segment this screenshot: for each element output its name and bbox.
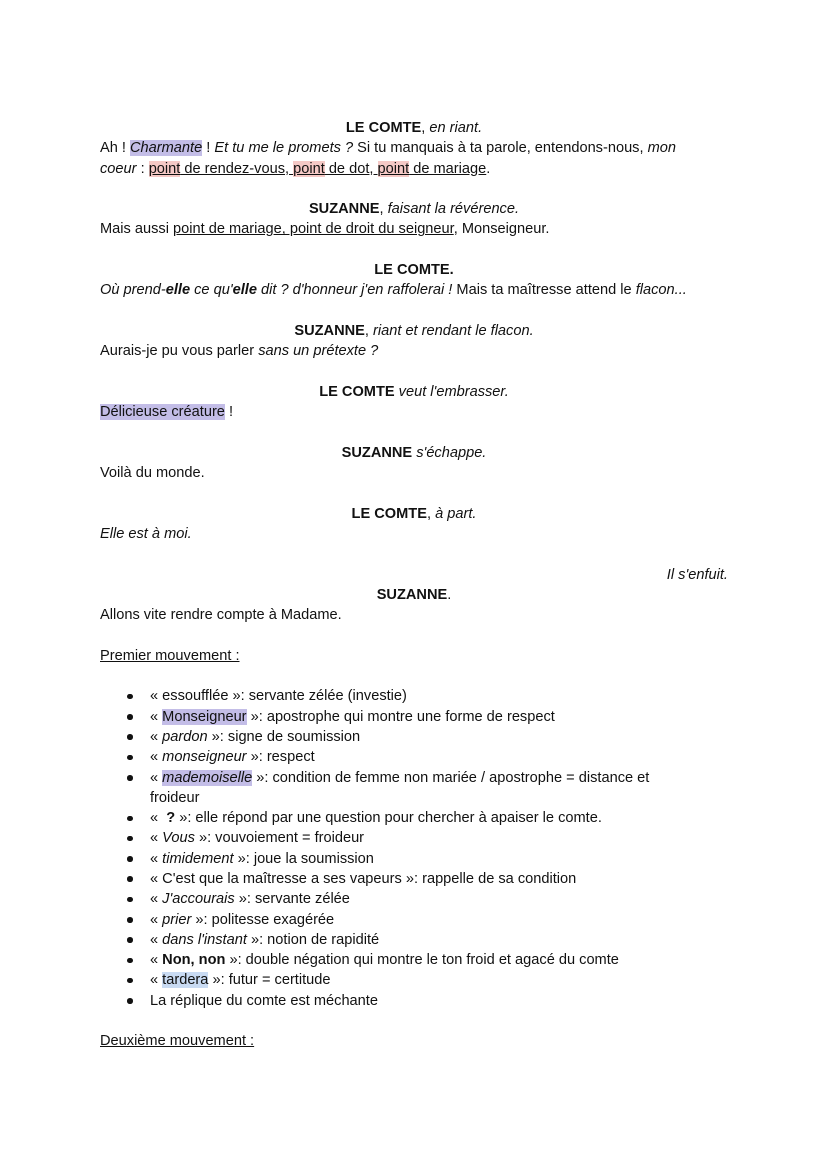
list-item: La réplique du comte est méchante bbox=[100, 991, 728, 1011]
list-item: « Vous »: vouvoiement = froideur bbox=[100, 828, 728, 848]
dialogue-line-1a: Ah ! Charmante ! Et tu me le promets ? Si tu manquais à ta parole, entendons-nous, mon bbox=[100, 140, 676, 157]
stage-direction-enfuit: Il s'enfuit. bbox=[666, 566, 728, 583]
list-item: « essoufflée »: servante zélée (investie) bbox=[100, 686, 728, 706]
list-item: « dans l'instant »: notion de rapidité bbox=[100, 930, 728, 950]
list-item: « pardon »: signe de soumission bbox=[100, 727, 728, 747]
list-item: « Non, non »: double négation qui montre le ton froid et agacé du comte bbox=[100, 950, 728, 970]
highlight-charmante: Charmante bbox=[130, 140, 203, 157]
list-item: « mademoiselle »: condition de femme non mariée / apostrophe = distance et froideur bbox=[100, 768, 728, 809]
dialogue-line-6: Voilà du monde. bbox=[100, 465, 205, 482]
dialogue-line-7: Elle est à moi. bbox=[100, 525, 192, 542]
stage-heading-comte-3: LE COMTE veut l'embrasser. bbox=[319, 383, 509, 400]
stage-heading-comte-1: LE COMTE, en riant. bbox=[345, 120, 483, 136]
stage-heading-comte-2: LE COMTE. bbox=[374, 262, 454, 279]
dialogue-line-1b: coeur : point de rendez-vous, point de dot, point de mariage. bbox=[100, 160, 491, 177]
dialogue-line-4: Aurais-je pu vous parler sans un prétexte ? bbox=[100, 343, 379, 360]
list-item: « J'accourais »: servante zélée bbox=[100, 889, 728, 909]
section-title-deuxieme-mouvement: Deuxième mouvement : bbox=[100, 1033, 255, 1050]
stage-heading-suzanne-2: SUZANNE, riant et rendant le flacon. bbox=[294, 322, 534, 339]
dialogue-line-3: Où prend-elle ce qu'elle dit ? d'honneur j'en raffolerai ! Mais ta maîtresse attend le flacon... bbox=[100, 282, 687, 299]
list-item: « timidement »: joue la soumission bbox=[100, 849, 728, 869]
stage-heading-suzanne-4: SUZANNE. bbox=[376, 586, 452, 603]
analysis-bullet-list bbox=[100, 686, 728, 1011]
list-item: « C'est que la maîtresse a ses vapeurs »: rappelle de sa condition bbox=[100, 869, 728, 889]
document-page bbox=[100, 118, 728, 1052]
stage-heading-suzanne-3: SUZANNE s'échappe. bbox=[341, 444, 487, 461]
stage-heading-suzanne-1: SUZANNE, faisant la révérence. bbox=[308, 201, 520, 218]
list-item: « Monseigneur »: apostrophe qui montre une forme de respect bbox=[100, 707, 728, 727]
dialogue-line-2: Mais aussi point de mariage, point de droit du seigneur, Monseigneur. bbox=[100, 221, 550, 238]
list-item: « monseigneur »: respect bbox=[100, 747, 728, 767]
dialogue-line-8: Allons vite rendre compte à Madame. bbox=[100, 607, 342, 624]
list-item: « prier »: politesse exagérée bbox=[100, 910, 728, 930]
highlight-delicieuse: Délicieuse créature bbox=[100, 404, 225, 421]
dialogue-line-5: Délicieuse créature ! bbox=[100, 404, 234, 421]
list-item: « tardera »: futur = certitude bbox=[100, 970, 728, 990]
stage-heading-comte-4: LE COMTE, à part. bbox=[351, 505, 477, 522]
list-item: « ? »: elle répond par une question pour chercher à apaiser le comte. bbox=[100, 808, 728, 828]
section-title-premier-mouvement: Premier mouvement : bbox=[100, 647, 240, 664]
